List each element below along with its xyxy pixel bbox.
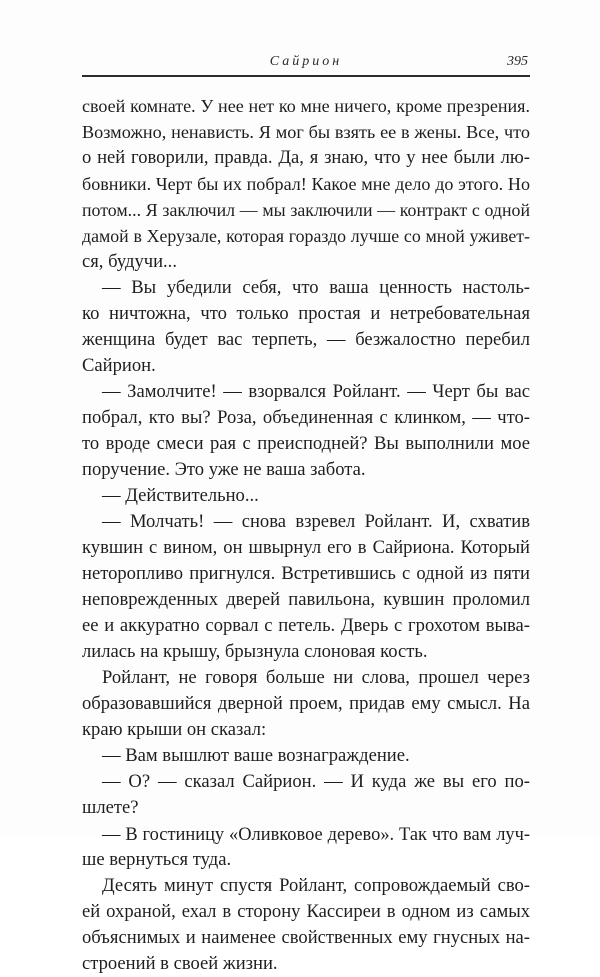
text-line: — Молчать! — снова взревел Ройлант. И, схватив [102, 511, 530, 532]
text-line: своей комнате. У нее нет ко мне ничего, кроме презрения. [82, 96, 530, 116]
text-line: побрал, кто вы? Роза, объединенная с клинком, — что- [82, 407, 530, 428]
text-line: — Замолчите! — взорвался Ройлант. — Черт бы вас [102, 381, 530, 402]
text-line: женщина будет вас терпеть, — безжалостно перебил [82, 329, 530, 350]
text-line: краю крыши он сказал: [82, 719, 267, 740]
text-line: шлете? [82, 797, 139, 818]
page-header [82, 52, 530, 72]
text-line: образовавшийся дверной проем, придав ему смысл. На [82, 693, 530, 714]
running-title: Сайрион [269, 54, 343, 69]
text-line: объяснимых и наименее свойственных ему гнусных на- [82, 927, 530, 948]
text-line: — О? — сказал Сайрион. — И куда же вы его по- [102, 771, 530, 792]
text-line: Сайрион. [82, 355, 156, 376]
text-line: неторопливо пригнулся. Встретившись с одной из пяти [82, 563, 530, 584]
text-line: то вроде смеси рая с преисподней? Вы выполнили мое [82, 433, 530, 454]
text-line: — Вам вышлют ваше вознаграждение. [102, 745, 410, 766]
text-line: о ней говорили, правда. Да, я знаю, что у нее были лю- [82, 147, 530, 168]
header-rule [82, 75, 530, 77]
text-line: бовники. Черт бы их побрал! Какое мне дело до этого. Но [82, 174, 530, 194]
text-line: ше вернуться туда. [82, 849, 232, 870]
text-line: — Действительно... [102, 485, 259, 506]
text-line: ко ничтожна, что только простая и нетребовательная [82, 303, 530, 324]
text-line: потом... Я заключил — мы заключили — контракт с одной [82, 200, 530, 220]
page-number: 395 [507, 54, 528, 69]
text-line: Десять минут спустя Ройлант, сопровождаемый сво- [102, 875, 530, 896]
text-line: ее и аккуратно сорвал с петель. Дверь с грохотом выва- [82, 615, 530, 636]
text-line: поручение. Это уже не ваша забота. [82, 459, 366, 480]
text-line: ей охраной, ехал в сторону Кассиреи в одном из самых [82, 901, 530, 922]
text-line: строений в своей жизни. [82, 953, 278, 974]
text-line: — Вы убедили себя, что ваша ценность настоль- [102, 277, 530, 298]
text-line: Возможно, ненависть. Я мог бы взять ее в жены. Все, что [82, 122, 530, 142]
text-line: дамой в Херузале, которая гораздо лучше со мной уживет- [82, 226, 530, 246]
text-line: кувшин с вином, он швырнул его в Сайриона. Который [82, 537, 530, 558]
text-body [82, 93, 530, 977]
text-line: Ройлант, не говоря больше ни слова, прошел через [102, 667, 530, 688]
text-line: ся, будучи... [82, 251, 177, 272]
text-line: неповрежденных дверей павильона, кувшин проломил [82, 589, 530, 610]
text-line: — В гостиницу «Оливковое дерево». Так что вам луч- [102, 824, 530, 844]
text-line: лилась на крышу, брызнула слоновая кость. [82, 641, 428, 662]
